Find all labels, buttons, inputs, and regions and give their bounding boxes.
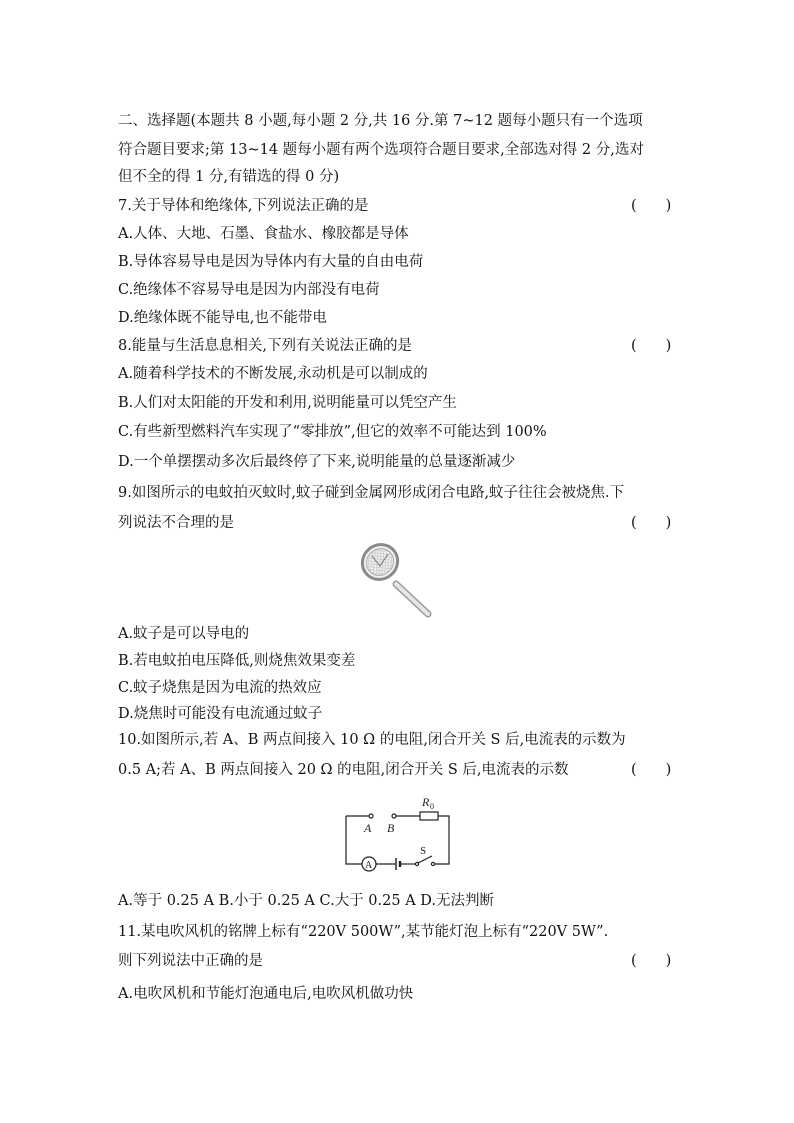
question-9-option-d: D.烧焦时可能没有电流通过蚊子 — [118, 706, 323, 722]
question-7-stem: 7.关于导体和绝缘体,下列说法正确的是 — [118, 198, 369, 214]
question-9-stem-line-1: 9.如图所示的电蚊拍灭蚊时,蚊子碰到金属网形成闭合电路,蚊子往往会被烧焦.下 — [118, 485, 625, 501]
question-7-option-d: D.绝缘体既不能导电,也不能带电 — [118, 310, 327, 326]
question-11-stem-line-2: 则下列说法中正确的是 — [118, 953, 263, 969]
circuit-label-r-sub: 0 — [430, 802, 434, 811]
section-heading-line-3: 但不全的得 1 分,有错选的得 0 分) — [118, 169, 340, 185]
circuit-label-meter: A — [365, 860, 373, 871]
section-heading-line-1: 二、选择题(本题共 8 小题,每小题 2 分,共 16 分.第 7~12 题每小题只有一个选项 — [118, 113, 643, 129]
question-11-option-a: A.电吹风机和节能灯泡通电后,电吹风机做功快 — [118, 986, 414, 1002]
question-9-answer-paren: ( ) — [631, 515, 672, 531]
question-10-stem-line-2: 0.5 A;若 A、B 两点间接入 20 Ω 的电阻,闭合开关 S 后,电流表的示数 — [118, 762, 569, 778]
circuit-diagram — [336, 788, 458, 872]
circuit-label-b: B — [387, 821, 395, 835]
circuit-label-s: S — [420, 845, 427, 857]
question-9-option-a: A.蚊子是可以导电的 — [118, 626, 250, 642]
question-9-option-c: C.蚊子烧焦是因为电流的热效应 — [118, 680, 322, 696]
question-8-stem: 8.能量与生活息息相关,下列有关说法正确的是 — [118, 338, 412, 354]
question-7-option-a: A.人体、大地、石墨、食盐水、橡胶都是导体 — [118, 226, 409, 242]
question-7-answer-paren: ( ) — [631, 198, 672, 214]
question-8-option-b: B.人们对太阳能的开发和利用,说明能量可以凭空产生 — [118, 395, 457, 411]
question-10-answer-paren: ( ) — [631, 762, 672, 778]
mosquito-swatter-icon — [358, 540, 434, 618]
question-10-stem-line-1: 10.如图所示,若 A、B 两点间接入 10 Ω 的电阻,闭合开关 S 后,电流表的示数为 — [118, 732, 626, 748]
question-7-option-b: B.导体容易导电是因为导体内有大量的自由电荷 — [118, 254, 424, 270]
question-8-option-c: C.有些新型燃料汽车实现了“零排放”,但它的效率不可能达到 100% — [118, 424, 547, 440]
question-7-option-c: C.绝缘体不容易导电是因为内部没有电荷 — [118, 282, 380, 298]
circuit-label-a: A — [364, 821, 372, 835]
question-10-options: A.等于 0.25 A B.小于 0.25 A C.大于 0.25 A D.无法判断 — [118, 893, 495, 909]
question-9-option-b: B.若电蚊拍电压降低,则烧焦效果变差 — [118, 653, 356, 669]
question-11-answer-paren: ( ) — [631, 953, 672, 969]
question-8-answer-paren: ( ) — [631, 338, 672, 354]
question-8-option-a: A.随着科学技术的不断发展,永动机是可以制成的 — [118, 366, 428, 382]
question-11-stem-line-1: 11.某电吹风机的铭牌上标有“220V 500W”,某节能灯泡上标有“220V 5W”. — [118, 924, 609, 940]
question-8-option-d: D.一个单摆摆动多次后最终停了下来,说明能量的总量逐渐减少 — [118, 454, 516, 470]
section-heading-line-2: 符合题目要求;第 13~14 题每小题有两个选项符合题目要求,全部选对得 2 分,选对 — [118, 142, 644, 158]
question-9-stem-line-2: 列说法不合理的是 — [118, 515, 234, 531]
circuit-label-r: R — [422, 795, 430, 809]
